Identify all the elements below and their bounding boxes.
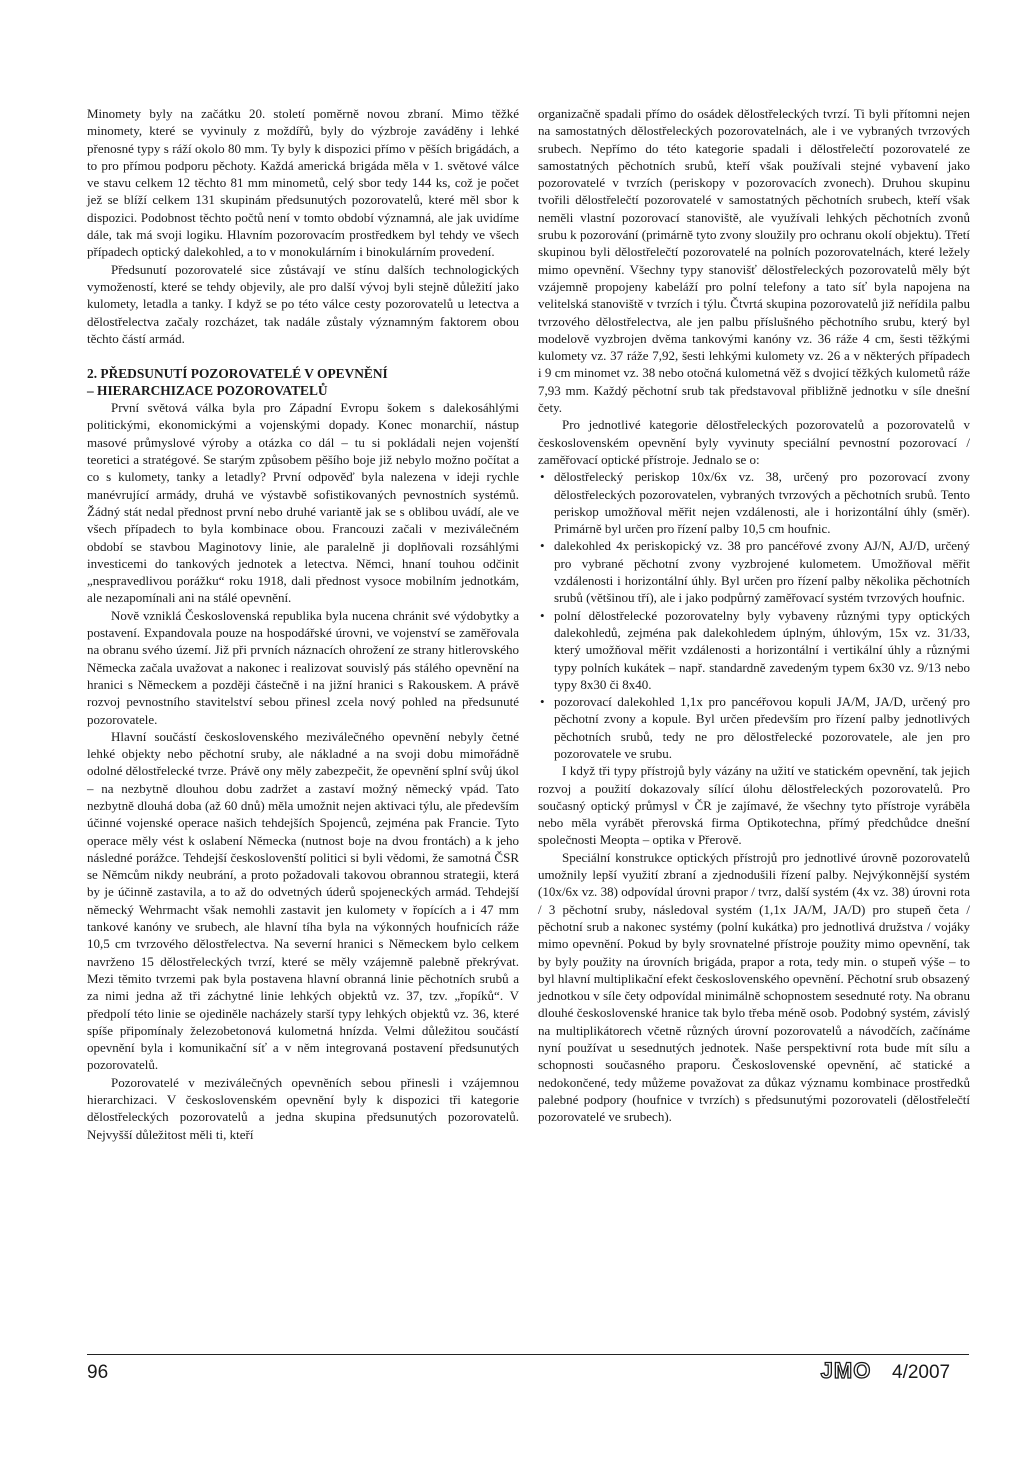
bullet-icon: •	[540, 694, 545, 710]
page-number: 96	[87, 1362, 109, 1383]
paragraph: Speciální konstrukce optických přístrojů pro jednotlivé úrovně pozorovatelů umožnily lepší využití zbraní a zjednodušili řízení palby. Nejvýkonnější systém (10x/6x vz. 38) odpovídal úrovni prapor / tvrz, další systém (4x vz. 38) úrovni rota / 3 pěchotní sruby, následoval systém (1,1x JA/M, JA/D) pro stupeň četa / pěchotní srub a nakonec systémy (polní kukátka) pro jednotlivá družstva / vojáky mimo opevnění. Pokud by byly srovnatelné přístroje použity mimo opevnění, tak by byly použity na úrovních brigáda, prapor a rota, tedy min. o stupeň výše – to byl hlavní multiplikační efekt československého opevnění. Pěchotní srub obsazený jednotkou v síle čety odpovídal minimálně schopnostem sesednuté roty. Na obranu dlouhé československé hranice tak bylo třeba méně osob. Podobný systém, závislý na multiplikátorech včetně různých úrovní pozorovatelů a návodčích, začínáme nyní používat u sesednutých jednotek. Naše perspektivní rota bude mít sílu a schopnosti současného praporu. Československé opevnění, ač statické a nedokončené, tedy můžeme považovat za důkaz významu kombinace prostředků palebné podpory (houfnice v tvrzích) s předsunutými pozorovateli (dělostřelečtí pozorovatelé ve srubech).	[538, 849, 970, 1125]
bullet-item	[538, 607, 970, 693]
bullet-list	[538, 468, 970, 762]
bullet-item	[538, 468, 970, 537]
right-column	[538, 105, 970, 1126]
left-column	[87, 105, 519, 1143]
bullet-item	[538, 537, 970, 606]
bullet-item	[538, 693, 970, 762]
paragraph: I když tři typy přístrojů byly vázány na užití ve statickém opevnění, tak jejich rozvoj a použití dokazovaly sílící úlohu dělostřeleckých pozorovatelů. Pro současný optický průmysl v ČR je zajímavé, že všechny tyto přístroje vyráběla nebo měla vyrábět přerovská firma Optikotechna, přímý předchůdce dnešní společnosti Meopta – optika v Přerově.	[538, 763, 970, 848]
bullet-text: dalekohled 4x periskopický vz. 38 pro pancéřové zvony AJ/N, AJ/D, určený pro vybrané pěchotní zvony vyzbrojené kulometem. Umožňoval měřit vzdálenosti i horizontální úhly. Byl určen pro řízení palby několika pěchotních srubů (většinou tří), ale i jako podpůrný zaměřovací systém tvrzových houfnic.	[554, 538, 970, 606]
journal-logo-text: JMO	[820, 1358, 872, 1383]
bullet-icon: •	[540, 469, 545, 485]
paragraph: organizačně spadali přímo do osádek dělostřeleckých tvrzí. Ti byli přítomni nejen na samostatných dělostřeleckých pozorovatelnách, ale i ve vybraných tvrzových srubech. Nepřímo do této kategorie spadali i dělostřelečtí pozorovatelé ze samostatných pěchotních srubů, kteří však používali stejné vybavení jako pozorovatelé v tvrzích (periskopy v pozorovacích zvonech). Druhou skupinu tvořili dělostřelečtí pozorovatelé v samostatných pěchotních srubech, kteří však neměli vlastní pozorovací stanoviště, ale využívali lehkých pěchotních zvonů srubu k pozorování (primárně tyto zvony sloužily pro ochranu okolí objektu). Třetí skupinou byli dělostřelečtí pozorovatelé na polních pozorovatelnách, které ležely mimo opevnění. Všechny typy stanovišť dělostřeleckých pozorovatelů měly být vzájemně propojeny kabeláží pro polní telefony a tato síť byla napojena na velitelská stanoviště v tvrzích i týlu. Čtvrtá skupina pozorovatelů již neřídila palbu tvrzového dělostřelectva, ale jen palbu příslušného pěchotního srubu, který byl modelově vyzbrojen dvěma tankovými kanóny vz. 36 ráže 4 cm, šesti těžkými kulomety vz. 37 ráže 7,92, šesti lehkými kulomety vz. 26 a v některých případech i 9 cm minomet vz. 38 nebo otočná kulometná věž s dvojicí těžkých kulometů ráže 7,93 mm. Každý pěchotní srub tak představoval přibližně jednotku v síle dnešní čety.	[538, 106, 970, 416]
section-heading-line: 2. PŘEDSUNUTÍ POZOROVATELÉ V OPEVNĚNÍ	[87, 366, 388, 382]
paragraph: První světová válka byla pro Západní Evropu šokem s dalekosáhlými politickými, ekonomickými a vojenskými dopady. Konec monarchií, nástup masové průmyslové výroby a otázka co dál – tu si pokládali nejen vojenští teoretici a stratégové. Se starým způsobem pěšího boje již nebylo možno počítat a co s kulomety, tanky a letadly? První odpověď byla nalezena v ideji rychle manévrující armády, druhá ve výstavbě sofistikovaných pevnostních systémů. Žádný stát nedal přednost první nebo druhé variantě jak se s oblibou uvádí, ale ve všech případech to byla kombinace obou. Francouzi začali v meziválečném období se stavbou Maginotovy linie, ale paralelně ji doplňovali rozsáhlými investicemi do tankových jednotek a letectva. Němci, hnaní touhou odčinit „nespravedlivou porážku“ roku 1918, dali přednost vysoce mobilním jednotkám, ale nezapomínali ani na stálé opevnění.	[87, 400, 519, 606]
section-heading	[87, 365, 519, 399]
issue-number: 4/2007	[892, 1362, 951, 1383]
bullet-icon: •	[540, 607, 545, 623]
paragraph: Předsunutí pozorovatelé sice zůstávají ve stínu dalších technologických vymožeností, které se tehdy objevily, ale pro další vývoj byli stejně důležití jako kulomety, letadla a tanky. I když se po této válce cesty pozorovatelů u letectva a dělostřelectva začaly rozcházet, tak nadále zůstaly významným faktorem obou těchto částí armád.	[87, 261, 519, 346]
bullet-text: dělostřelecký periskop 10x/6x vz. 38, určený pro pozorovací zvony dělostřeleckých pozorovatelen, vybraných tvrzových a pěchotních srubů. Tento periskop umožňoval měřit nejen vzdálenosti, ale i horizontální úhly (směr). Primárně byl určen pro řízení palby 10,5 cm houfnic.	[554, 469, 970, 537]
journal-logo	[812, 1358, 880, 1384]
paragraph: Minomety byly na začátku 20. století poměrně novou zbraní. Mimo těžké minomety, které se vyvinuly z moždířů, byly do výzbroje zaváděny i lehké přenosné typy s ráží okolo 80 mm. Ty byly k dispozici přímo v pěších brigádách, a to pro přímou podporu pěchoty. Každá americká brigáda měla v 1. světové válce ve stavu celkem 12 těchto 81 mm minometů, celý sbor tedy 144 ks, což je počet jež se blíží celkem 131 skupinám předsunutých pozorovatelů, které měl sbor k dispozici. Podobnost těchto počtů není v tomto období významná, ale jak uvidíme dále, tak má svoji logiku. Hlavním pozorovacím prostředkem byl tehdy ve všech případech optický dalekohled, a to v monokulárním i binokulárním provedení.	[87, 106, 519, 260]
section-heading-line: – HIERARCHIZACE POZOROVATELŮ	[87, 383, 328, 399]
paragraph: Pozorovatelé v meziválečných opevněních sebou přinesli i vzájemnou hierarchizaci. V československém opevnění byly k dispozici tři kategorie dělostřeleckých pozorovatelů a jedna skupina předsunutých pozorovatelů. Nejvyšší důležitost měli ti, kteří	[87, 1074, 519, 1142]
bullet-text: polní dělostřelecké pozorovatelny byly vybaveny různými typy optických dalekohledů, zejména pak dalekohledem úplným, úhlovým, 15x vz. 31/33, který umožňoval měřit vzdálenosti a horizontální i vertikální úhly a různými typy polních kukátek – např. standardně zavedeným typem 6x30 vz. 9/13 nebo typy 8x30 či 8x40.	[554, 607, 970, 692]
footer-rule	[87, 1354, 969, 1355]
paragraph: Pro jednotlivé kategorie dělostřeleckých pozorovatelů a pozorovatelů v československém opevnění byly vyvinuty speciální pevnostní pozorovací / zaměřovací optické přístroje. Jednalo se o:	[538, 417, 970, 467]
bullet-text: pozorovací dalekohled 1,1x pro pancéřovou kopuli JA/M, JA/D, určený pro pěchotní zvony a kopule. Byl určen především pro řízení palby jednotlivých pěchotních srubů, tedy ne pro dělostřelecké pozorovatele, ale jen pro pozorovatele ve srubu.	[554, 694, 970, 761]
paragraph: Nově vzniklá Československá republika byla nucena chránit své výdobytky a postavení. Expandovala pouze na hospodářské úrovni, ve vojenství se zaměřovala na obranu svého území. Již při prvních náznacích ohrožení ze strany hitlerovského Německa začala uvažovat a nakonec i realizovat souvislý pás stálého opevnění na hranici s Německem a později částečně i na jižní hranici s Rakouskem. A právě rozvoj pevnostního stavitelství sebou přinesl zcela nový pohled na předsunuté pozorovatele.	[87, 607, 519, 727]
bullet-icon: •	[540, 538, 545, 554]
paragraph: Hlavní součástí československého meziválečného opevnění nebyly četné lehké objekty nebo pěchotní sruby, ale nákladné a na svoji dobu mimořádně odolné dělostřelecké tvrze. Právě ony měly zabezpečit, že opevnění splní svůj úkol – na nezbytně dlouhou dobu zadržet a zastaví možný německý vpád. Tato nezbytně dlouhá doba (až 60 dnů) měla umožnit nejen aktivaci týlu, ale především účinné vojenské operace našich tehdejších Spojenců, zejména pak Francie. Tyto operace měly vést k oslabení Německa (nutnost boje na dvou frontách) a k jeho následné porážce. Tehdejší českoslovenští politici si byli vědomi, že samotná ČSR se Němcům nikdy neubrání, a proto požadovali takovou obrannou strategii, která by je účinně zastavila, a to až do odvetných úderů spojeneckých armád. Tehdejší německý Wehrmacht však nemohli zastavit jen kulomety v řopících a i 47 mm tankové kanóny ve srubech, ale hlavní tíha byla na výkonných houfnicích ráže 10,5 cm tvrzového dělostřelectva. Na severní hranici s Německem bylo celkem navrženo 15 dělostřeleckých tvrzí, které se měly vzájemně palebně překrývat. Mezi těmito tvrzemi pak byla postavena hlavní obranná linie pěchotních srubů a za nimi jedna až tři záchytné linie lehkých objektů vz. 37, tzv. „řopíků“. V předpolí této linie se ojediněle nacházely starší typy lehkých objektů vz. 36, které spíše připomínaly železobetonová kulometná hnízda. Velmi důležitou součástí opevnění byla i komunikační síť a v něm integrovaná postavení předsunutých pozorovatelů.	[87, 728, 519, 1073]
